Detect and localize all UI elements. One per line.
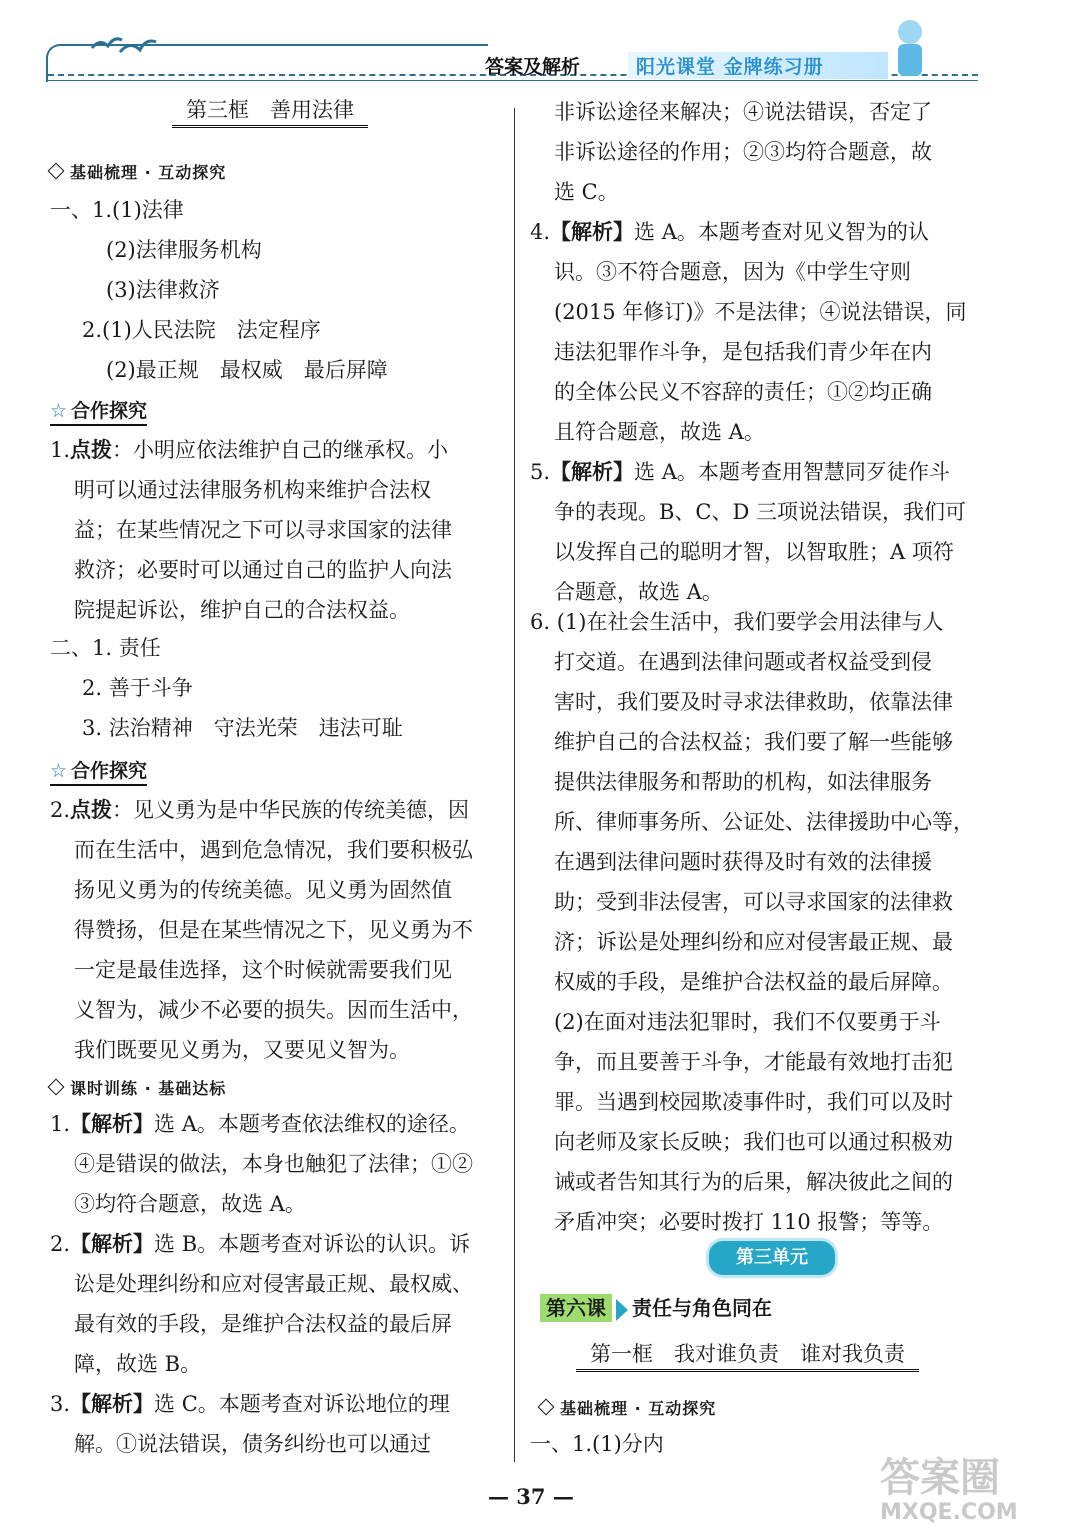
text-line: 5.【解析】选 A。本题考查用智慧同歹徒作斗 (530, 460, 950, 484)
text-line: 3. 法治精神 守法光荣 违法可耻 (82, 716, 403, 740)
text-line: 向老师及家长反映；我们也可以通过积极劝 (554, 1130, 953, 1154)
text-line: 非诉讼途径来解决；④说法错误，否定了 (554, 100, 932, 124)
star-icon: ☆ (50, 400, 68, 422)
text-line: 明可以通过法律服务机构来维护合法权 (74, 478, 431, 502)
text-line: (2)法律服务机构 (106, 238, 262, 262)
text-line: (2)在面对违法犯罪时，我们不仅要勇于斗 (554, 1010, 941, 1034)
arrow-icon (616, 1299, 628, 1321)
text-line: 打交道。在遇到法律问题或者权益受到侵 (554, 650, 932, 674)
text-line: 2.点拨：见义勇为是中华民族的传统美德，因 (50, 798, 470, 822)
column-divider (514, 108, 515, 1462)
text-line: 权威的手段，是维护合法权益的最后屏障。 (554, 970, 953, 994)
text-line: 讼是处理纠纷和应对侵害最正规、最权威、 (74, 1272, 473, 1296)
text-line: 选 C。 (554, 180, 619, 204)
diamond-icon (538, 1399, 555, 1416)
text-line: (3)法律救济 (106, 278, 220, 302)
diamond-icon (48, 163, 65, 180)
text-line: 二、1. 责任 (50, 636, 161, 660)
text-line: 在遇到法律问题时获得及时有效的法律援 (554, 850, 932, 874)
text-line: 且符合题意，故选 A。 (554, 420, 765, 444)
page-number: — 37 — (488, 1484, 574, 1509)
text-line: 2. 善于斗争 (82, 676, 193, 700)
text-line: 3.【解析】选 C。本题考查对诉讼地位的理 (50, 1392, 450, 1416)
text-line: 争，而且要善于斗争，才能最有效地打击犯 (554, 1050, 953, 1074)
text-line: 1.点拨：小明应依法维护自己的继承权。小 (50, 438, 449, 462)
text-line: ④是错误的做法，本身也触犯了法律；①② (74, 1152, 473, 1176)
cooperation-heading: ☆ 合作探究 (50, 756, 147, 786)
subsection-heading: 基础梳理 · 互动探究 (50, 160, 226, 183)
lesson-title: 责任与角色同在 (632, 1296, 772, 1320)
watermark: 答案圈 MXQE.COM (880, 1455, 1018, 1525)
text-line: 一、1.(1)法律 (50, 198, 184, 222)
text-line: 我们既要见义勇为，又要见义智为。 (74, 1038, 410, 1062)
subsection-heading: 基础梳理 · 互动探究 (540, 1396, 716, 1419)
header-rule (48, 80, 978, 81)
frame-title: 第一框 我对谁负责 谁对我负责 (576, 1338, 919, 1368)
text-line: 救济；必要时可以通过自己的监护人向法 (74, 558, 452, 582)
birds-icon (90, 30, 160, 62)
text-line: 的全体公民义不容辞的责任；①②均正确 (554, 380, 932, 404)
text-line: 2.【解析】选 B。本题考查对诉讼的认识。诉 (50, 1232, 471, 1256)
text-line: 济；诉讼是处理纠纷和应对侵害最正规、最 (554, 930, 953, 954)
star-icon: ☆ (50, 760, 68, 782)
text-line: 义智为，减少不必要的损失。因而生活中， (74, 998, 473, 1022)
text-line: (2015 年修订)》不是法律；④说法错误，同 (554, 300, 967, 324)
text-line: 4.【解析】选 A。本题考查对见义智为的认 (530, 220, 929, 244)
cooperation-heading: ☆ 合作探究 (50, 396, 147, 426)
lesson-tag: 第六课 (540, 1294, 612, 1322)
text-line: 合题意，故选 A。 (554, 580, 723, 604)
text-line: 罪。当遇到校园欺凌事件时，我们可以及时 (554, 1090, 953, 1114)
text-line: 一定是最佳选择，这个时候就需要我们见 (74, 958, 452, 982)
text-line: (2)最正规 最权威 最后屏障 (106, 358, 388, 382)
subsection-heading: 课时训练 · 基础达标 (50, 1076, 226, 1099)
text-line: 识。③不符合题意，因为《中学生守则 (554, 260, 911, 284)
frame-title: 第三框 善用法律 (172, 94, 368, 124)
text-line: 6. (1)在社会生活中，我们要学会用法律与人 (530, 610, 944, 634)
text-line: 诫或者告知其行为的后果，解决彼此之间的 (554, 1170, 953, 1194)
text-line: 矛盾冲突；必要时拨打 110 报警；等等。 (554, 1210, 944, 1234)
text-line: 障，故选 B。 (74, 1352, 202, 1376)
text-line: 争的表现。B、C、D 三项说法错误，我们可 (554, 500, 967, 524)
text-line: 害时，我们要及时寻求法律救助，依靠法律 (554, 690, 953, 714)
text-line: 而在生活中，遇到危急情况，我们要积极弘 (74, 838, 473, 862)
text-line: 扬见义勇为的传统美德。见义勇为固然值 (74, 878, 452, 902)
text-line: 所、律师事务所、公证处、法律援助中心等， (554, 810, 974, 834)
text-line: 以发挥自己的聪明才智，以智取胜；A 项符 (554, 540, 954, 564)
text-line: 最有效的手段，是维护合法权益的最后屏 (74, 1312, 452, 1336)
text-line: 违法犯罪作斗争，是包括我们青少年在内 (554, 340, 932, 364)
text-line: 益；在某些情况之下可以寻求国家的法律 (74, 518, 452, 542)
text-line: 解。①说法错误，债务纠纷也可以通过 (74, 1432, 431, 1456)
text-line: 院提起诉讼，维护自己的合法权益。 (74, 598, 410, 622)
lesson-heading (540, 1292, 772, 1321)
text-line: 提供法律服务和帮助的机构，如法律服务 (554, 770, 932, 794)
text-line: 非诉讼途径的作用；②③均符合题意，故 (554, 140, 932, 164)
text-line: 1.【解析】选 A。本题考查依法维权的途径。 (50, 1112, 470, 1136)
text-line: 2.(1)人民法院 法定程序 (82, 318, 321, 342)
brand-figure-icon (880, 14, 940, 78)
header-section-title: 答案及解析 (485, 56, 581, 78)
diamond-icon (48, 1079, 65, 1096)
header-brand: 阳光课堂 金牌练习册 (628, 52, 888, 79)
text-line: 助；受到非法侵害，可以寻求国家的法律救 (554, 890, 953, 914)
text-line: 得赞扬，但是在某些情况之下，见义勇为不 (74, 918, 473, 942)
text-line: ③均符合题意，故选 A。 (74, 1192, 306, 1216)
text-line: 维护自己的合法权益；我们要了解一些能够 (554, 730, 953, 754)
unit-badge: 第三单元 (706, 1238, 838, 1278)
text-line: 一、1.(1)分内 (530, 1432, 664, 1456)
